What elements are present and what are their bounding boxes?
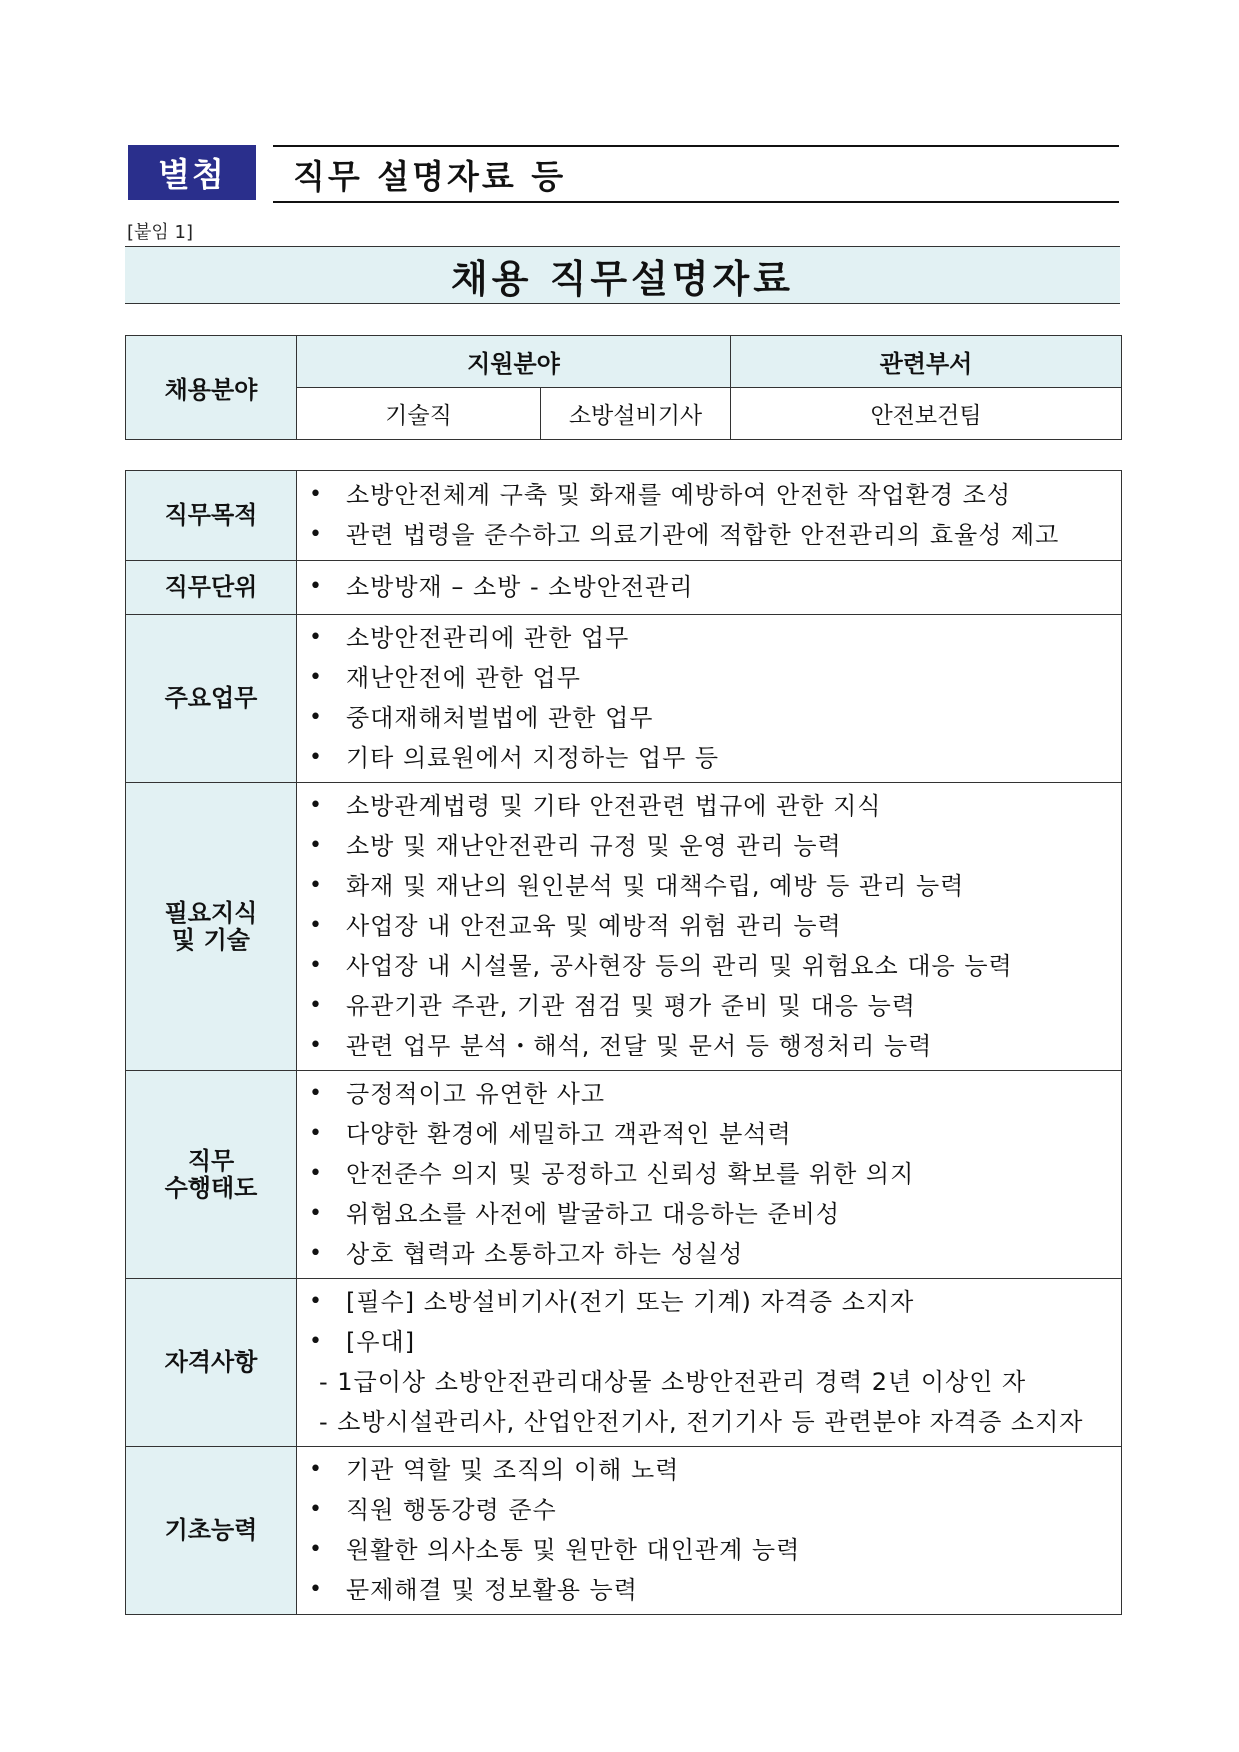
section-row-unit [126,561,1122,615]
list-item: • 화재 및 재난의 원인분석 및 대책수립, 예방 등 관리 능력 [297,866,1121,906]
list-item: • 재난안전에 관한 업무 [297,658,1121,698]
section-label: 직무목적 [126,471,297,561]
section-label-line: 및 기술 [172,925,250,954]
header-title: 직무 설명자료 등 [293,156,567,196]
list-item: • 소방안전체계 구축 및 화재를 예방하여 안전한 작업환경 조성 [297,475,1121,515]
list-item: • 문제해결 및 정보활용 능력 [297,1570,1121,1610]
section-label: 자격사항 [126,1279,297,1447]
section-label [126,783,297,1071]
job-category-cell: 기술직 [297,388,541,440]
section-content [297,561,1122,615]
document-title: 채용 직무설명자료 [451,256,794,301]
list-item: • 소방방재 – 소방 - 소방안전관리 [297,567,1121,607]
section-row-knowledge [126,783,1122,1071]
list-item: • 직원 행동강령 준수 [297,1490,1121,1530]
list-item: • 사업장 내 시설물, 공사현장 등의 관리 및 위험요소 대응 능력 [297,946,1121,986]
list-item: • [필수] 소방설비기사(전기 또는 기계) 자격증 소지자 [297,1282,1121,1322]
list-item: • 유관기관 주관, 기관 점검 및 평가 준비 및 대응 능력 [297,986,1121,1026]
list-item: • 위험요소를 사전에 발굴하고 대응하는 준비성 [297,1194,1121,1234]
section-content [297,615,1122,783]
list-item: • [우대] [297,1322,1121,1362]
section-row-purpose [126,471,1122,561]
section-content [297,1279,1122,1447]
list-item: • 사업장 내 안전교육 및 예방적 위험 관리 능력 [297,906,1121,946]
list-item: • 소방안전관리에 관한 업무 [297,618,1121,658]
section-content [297,1447,1122,1615]
section-row-attitude [126,1071,1122,1279]
section-content [297,783,1122,1071]
list-item: • 소방 및 재난안전관리 규정 및 운영 관리 능력 [297,826,1121,866]
attachment-label: [붙임 1] [127,222,193,243]
section-label [126,1071,297,1279]
list-item: • 상호 협력과 소통하고자 하는 성실성 [297,1234,1121,1274]
header-title-bar [273,145,1119,203]
section-content [297,1071,1122,1279]
department-cell: 안전보건팀 [731,388,1122,440]
list-item: • 원활한 의사소통 및 원만한 대인관계 능력 [297,1530,1121,1570]
section-row-duties [126,615,1122,783]
document-header [125,145,1120,201]
list-item: • 관련 법령을 준수하고 의료기관에 적합한 안전관리의 효율성 제고 [297,515,1121,555]
job-specialty-cell: 소방설비기사 [541,388,731,440]
list-item: • 소방관계법령 및 기타 안전관련 법규에 관한 지식 [297,786,1121,826]
related-dept-header: 관련부서 [731,336,1122,388]
section-row-qualifications [126,1279,1122,1447]
list-item: • 관련 업무 분석・해석, 전달 및 문서 등 행정처리 능력 [297,1026,1121,1066]
section-label: 기초능력 [126,1447,297,1615]
attachment-tag: 별첨 [128,145,256,200]
section-row-basic-skills [126,1447,1122,1615]
list-item: • 기관 역할 및 조직의 이해 노력 [297,1450,1121,1490]
section-label: 주요업무 [126,615,297,783]
document-title-band [125,246,1120,304]
recruit-field-label: 채용분야 [126,336,297,440]
list-item: • 긍정적이고 유연한 사고 [297,1074,1121,1114]
list-item: • 중대재해처벌법에 관한 업무 [297,698,1121,738]
list-item: • 다양한 환경에 세밀하고 객관적인 분석력 [297,1114,1121,1154]
table-row [126,336,1122,388]
section-content [297,471,1122,561]
section-label-line: 필요지식 [164,899,258,928]
list-item: - 1급이상 소방안전관리대상물 소방안전관리 경력 2년 이상인 자 [319,1368,1027,1396]
recruitment-overview-table [125,335,1122,440]
list-item: • 기타 의료원에서 지정하는 업무 등 [297,738,1121,778]
list-item: - 소방시설관리사, 산업안전기사, 전기기사 등 관련분야 자격증 소지자 [319,1408,1084,1436]
section-label-line: 직무 [187,1147,235,1176]
section-label: 직무단위 [126,561,297,615]
job-description-table [125,470,1122,1615]
list-item: • 안전준수 의지 및 공정하고 신뢰성 확보를 위한 의지 [297,1154,1121,1194]
apply-field-header: 지원분야 [297,336,731,388]
section-label-line: 수행태도 [164,1173,258,1202]
